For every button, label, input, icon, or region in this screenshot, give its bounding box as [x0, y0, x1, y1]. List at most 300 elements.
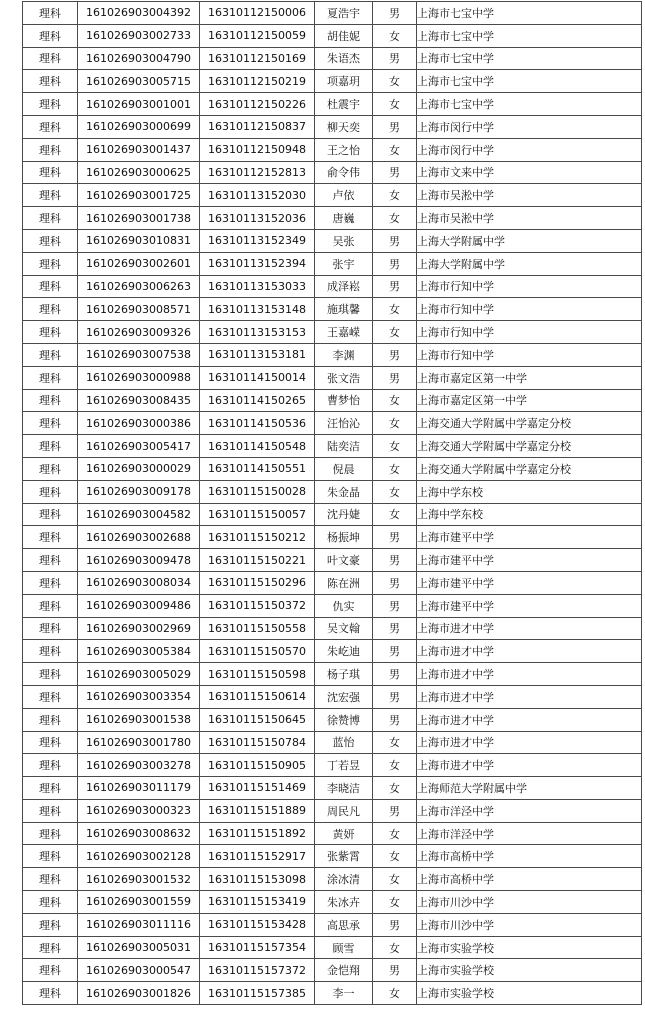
- track-cell: 理科: [23, 891, 78, 914]
- table-row: [23, 549, 642, 572]
- school-cell: 上海市高桥中学: [417, 845, 642, 868]
- school-cell: 上海交通大学附属中学嘉定分校: [417, 435, 642, 458]
- name-cell: 杜震宇: [315, 93, 373, 116]
- table-row: [23, 435, 642, 458]
- school-cell: 上海交通大学附属中学嘉定分校: [417, 412, 642, 435]
- school-cell: 上海市进才中学: [417, 731, 642, 754]
- exam-number-cell: 161026903001532: [78, 868, 200, 891]
- track-cell: 理科: [23, 207, 78, 230]
- exam-number-cell: 161026903006263: [78, 275, 200, 298]
- table-row: [23, 685, 642, 708]
- track-cell: 理科: [23, 184, 78, 207]
- gender-cell: 男: [373, 594, 417, 617]
- track-cell: 理科: [23, 457, 78, 480]
- name-cell: 张宇: [315, 252, 373, 275]
- student-id-cell: 16310115150558: [200, 617, 315, 640]
- school-cell: 上海中学东校: [417, 503, 642, 526]
- gender-cell: 女: [373, 93, 417, 116]
- school-cell: 上海市行知中学: [417, 298, 642, 321]
- school-cell: 上海市吴淞中学: [417, 207, 642, 230]
- name-cell: 朱屹迪: [315, 640, 373, 663]
- gender-cell: 男: [373, 640, 417, 663]
- track-cell: 理科: [23, 663, 78, 686]
- name-cell: 叶文豪: [315, 549, 373, 572]
- gender-cell: 女: [373, 982, 417, 1005]
- table-row: [23, 936, 642, 959]
- track-cell: 理科: [23, 138, 78, 161]
- school-cell: 上海市建平中学: [417, 571, 642, 594]
- track-cell: 理科: [23, 298, 78, 321]
- student-id-cell: 16310112150169: [200, 47, 315, 70]
- exam-number-cell: 161026903002601: [78, 252, 200, 275]
- exam-number-cell: 161026903004790: [78, 47, 200, 70]
- school-cell: 上海市进才中学: [417, 685, 642, 708]
- exam-number-cell: 161026903001001: [78, 93, 200, 116]
- table-row: [23, 526, 642, 549]
- table-row: [23, 731, 642, 754]
- table-row: [23, 412, 642, 435]
- exam-number-cell: 161026903000386: [78, 412, 200, 435]
- student-id-cell: 16310113153181: [200, 343, 315, 366]
- track-cell: 理科: [23, 617, 78, 640]
- gender-cell: 男: [373, 959, 417, 982]
- name-cell: 张紫霄: [315, 845, 373, 868]
- student-id-cell: 16310114150265: [200, 389, 315, 412]
- school-cell: 上海市七宝中学: [417, 93, 642, 116]
- gender-cell: 男: [373, 526, 417, 549]
- track-cell: 理科: [23, 47, 78, 70]
- track-cell: 理科: [23, 480, 78, 503]
- school-cell: 上海市实验学校: [417, 936, 642, 959]
- gender-cell: 女: [373, 412, 417, 435]
- name-cell: 仇实: [315, 594, 373, 617]
- student-id-cell: 16310115150614: [200, 685, 315, 708]
- name-cell: 汪怡沁: [315, 412, 373, 435]
- table-row: [23, 184, 642, 207]
- gender-cell: 女: [373, 822, 417, 845]
- table-row: [23, 845, 642, 868]
- gender-cell: 女: [373, 731, 417, 754]
- table-row: [23, 298, 642, 321]
- table-row: [23, 617, 642, 640]
- track-cell: 理科: [23, 252, 78, 275]
- exam-number-cell: 161026903001725: [78, 184, 200, 207]
- track-cell: 理科: [23, 343, 78, 366]
- student-id-cell: 16310115157385: [200, 982, 315, 1005]
- exam-number-cell: 161026903005384: [78, 640, 200, 663]
- school-cell: 上海市进才中学: [417, 617, 642, 640]
- school-cell: 上海市建平中学: [417, 594, 642, 617]
- exam-number-cell: 161026903008435: [78, 389, 200, 412]
- school-cell: 上海交通大学附属中学嘉定分校: [417, 457, 642, 480]
- name-cell: 高思承: [315, 913, 373, 936]
- gender-cell: 女: [373, 24, 417, 47]
- student-id-cell: 16310114150548: [200, 435, 315, 458]
- gender-cell: 女: [373, 891, 417, 914]
- track-cell: 理科: [23, 275, 78, 298]
- exam-number-cell: 161026903001738: [78, 207, 200, 230]
- table-row: [23, 777, 642, 800]
- track-cell: 理科: [23, 640, 78, 663]
- name-cell: 沈丹婕: [315, 503, 373, 526]
- student-id-cell: 16310115157354: [200, 936, 315, 959]
- track-cell: 理科: [23, 412, 78, 435]
- gender-cell: 女: [373, 138, 417, 161]
- name-cell: 王之怡: [315, 138, 373, 161]
- table-row: [23, 663, 642, 686]
- school-cell: 上海市嘉定区第一中学: [417, 366, 642, 389]
- track-cell: 理科: [23, 982, 78, 1005]
- school-cell: 上海市进才中学: [417, 663, 642, 686]
- name-cell: 黄妍: [315, 822, 373, 845]
- student-id-cell: 16310112150006: [200, 2, 315, 25]
- name-cell: 杨子琪: [315, 663, 373, 686]
- exam-number-cell: 161026903001538: [78, 708, 200, 731]
- gender-cell: 女: [373, 321, 417, 344]
- name-cell: 王嘉嵘: [315, 321, 373, 344]
- name-cell: 陆奕洁: [315, 435, 373, 458]
- name-cell: 项嘉玥: [315, 70, 373, 93]
- table-row: [23, 457, 642, 480]
- name-cell: 胡佳妮: [315, 24, 373, 47]
- table-row: [23, 115, 642, 138]
- table-row: [23, 959, 642, 982]
- exam-number-cell: 161026903000323: [78, 799, 200, 822]
- student-id-cell: 16310113152349: [200, 229, 315, 252]
- table-row: [23, 161, 642, 184]
- track-cell: 理科: [23, 321, 78, 344]
- student-id-cell: 16310115150784: [200, 731, 315, 754]
- gender-cell: 女: [373, 503, 417, 526]
- track-cell: 理科: [23, 868, 78, 891]
- school-cell: 上海市川沙中学: [417, 913, 642, 936]
- exam-number-cell: 161026903000029: [78, 457, 200, 480]
- track-cell: 理科: [23, 435, 78, 458]
- school-cell: 上海市七宝中学: [417, 47, 642, 70]
- track-cell: 理科: [23, 959, 78, 982]
- table-row: [23, 503, 642, 526]
- school-cell: 上海市行知中学: [417, 321, 642, 344]
- track-cell: 理科: [23, 24, 78, 47]
- track-cell: 理科: [23, 549, 78, 572]
- gender-cell: 女: [373, 457, 417, 480]
- school-cell: 上海大学附属中学: [417, 229, 642, 252]
- table-row: [23, 982, 642, 1005]
- exam-number-cell: 161026903005417: [78, 435, 200, 458]
- exam-number-cell: 161026903007538: [78, 343, 200, 366]
- student-id-cell: 16310114150014: [200, 366, 315, 389]
- school-cell: 上海市实验学校: [417, 982, 642, 1005]
- table-row: [23, 24, 642, 47]
- student-id-cell: 16310115153419: [200, 891, 315, 914]
- exam-number-cell: 161026903002128: [78, 845, 200, 868]
- exam-number-cell: 161026903005715: [78, 70, 200, 93]
- student-id-cell: 16310112150059: [200, 24, 315, 47]
- exam-number-cell: 161026903000699: [78, 115, 200, 138]
- gender-cell: 男: [373, 343, 417, 366]
- track-cell: 理科: [23, 366, 78, 389]
- exam-number-cell: 161026903001559: [78, 891, 200, 914]
- track-cell: 理科: [23, 571, 78, 594]
- exam-number-cell: 161026903011116: [78, 913, 200, 936]
- name-cell: 李一: [315, 982, 373, 1005]
- track-cell: 理科: [23, 229, 78, 252]
- school-cell: 上海市吴淞中学: [417, 184, 642, 207]
- school-cell: 上海市进才中学: [417, 708, 642, 731]
- table-row: [23, 594, 642, 617]
- exam-number-cell: 161026903003354: [78, 685, 200, 708]
- name-cell: 倪晨: [315, 457, 373, 480]
- gender-cell: 男: [373, 366, 417, 389]
- track-cell: 理科: [23, 845, 78, 868]
- table-row: [23, 70, 642, 93]
- name-cell: 金恺翔: [315, 959, 373, 982]
- student-id-cell: 16310114150536: [200, 412, 315, 435]
- table-row: [23, 321, 642, 344]
- track-cell: 理科: [23, 93, 78, 116]
- name-cell: 卢依: [315, 184, 373, 207]
- track-cell: 理科: [23, 754, 78, 777]
- table-row: [23, 93, 642, 116]
- gender-cell: 男: [373, 799, 417, 822]
- school-cell: 上海市建平中学: [417, 526, 642, 549]
- track-cell: 理科: [23, 936, 78, 959]
- gender-cell: 男: [373, 161, 417, 184]
- exam-number-cell: 161026903005029: [78, 663, 200, 686]
- gender-cell: 男: [373, 252, 417, 275]
- school-cell: 上海师范大学附属中学: [417, 777, 642, 800]
- table-row: [23, 2, 642, 25]
- name-cell: 徐赞博: [315, 708, 373, 731]
- gender-cell: 女: [373, 754, 417, 777]
- table-row: [23, 138, 642, 161]
- exam-number-cell: 161026903009326: [78, 321, 200, 344]
- table-row: [23, 47, 642, 70]
- gender-cell: 女: [373, 480, 417, 503]
- gender-cell: 女: [373, 207, 417, 230]
- student-id-cell: 16310113152036: [200, 207, 315, 230]
- name-cell: 沈宏强: [315, 685, 373, 708]
- student-id-cell: 16310115150570: [200, 640, 315, 663]
- track-cell: 理科: [23, 503, 78, 526]
- school-cell: 上海大学附属中学: [417, 252, 642, 275]
- student-id-cell: 16310115152917: [200, 845, 315, 868]
- student-id-cell: 16310115153428: [200, 913, 315, 936]
- gender-cell: 男: [373, 571, 417, 594]
- exam-number-cell: 161026903009478: [78, 549, 200, 572]
- school-cell: 上海市嘉定区第一中学: [417, 389, 642, 412]
- student-id-cell: 16310115150221: [200, 549, 315, 572]
- table-row: [23, 640, 642, 663]
- school-cell: 上海市闵行中学: [417, 115, 642, 138]
- gender-cell: 男: [373, 685, 417, 708]
- exam-number-cell: 161026903001826: [78, 982, 200, 1005]
- track-cell: 理科: [23, 161, 78, 184]
- exam-number-cell: 161026903008571: [78, 298, 200, 321]
- name-cell: 曹梦怡: [315, 389, 373, 412]
- school-cell: 上海市七宝中学: [417, 24, 642, 47]
- roster-body: [23, 2, 642, 1005]
- student-id-cell: 16310115153098: [200, 868, 315, 891]
- name-cell: 唐巍: [315, 207, 373, 230]
- name-cell: 吴张: [315, 229, 373, 252]
- gender-cell: 男: [373, 663, 417, 686]
- student-id-cell: 16310112152813: [200, 161, 315, 184]
- school-cell: 上海市进才中学: [417, 640, 642, 663]
- name-cell: 张文浩: [315, 366, 373, 389]
- student-id-cell: 16310112150837: [200, 115, 315, 138]
- gender-cell: 女: [373, 845, 417, 868]
- student-id-cell: 16310115150212: [200, 526, 315, 549]
- exam-number-cell: 161026903001780: [78, 731, 200, 754]
- exam-number-cell: 161026903010831: [78, 229, 200, 252]
- student-id-cell: 16310112150226: [200, 93, 315, 116]
- table-row: [23, 799, 642, 822]
- exam-number-cell: 161026903000625: [78, 161, 200, 184]
- exam-number-cell: 161026903002688: [78, 526, 200, 549]
- school-cell: 上海市高桥中学: [417, 868, 642, 891]
- table-row: [23, 389, 642, 412]
- name-cell: 杨振坤: [315, 526, 373, 549]
- gender-cell: 男: [373, 913, 417, 936]
- track-cell: 理科: [23, 389, 78, 412]
- exam-number-cell: 161026903011179: [78, 777, 200, 800]
- track-cell: 理科: [23, 777, 78, 800]
- school-cell: 上海市实验学校: [417, 959, 642, 982]
- gender-cell: 女: [373, 298, 417, 321]
- student-id-cell: 16310113153153: [200, 321, 315, 344]
- table-row: [23, 480, 642, 503]
- exam-number-cell: 161026903004392: [78, 2, 200, 25]
- exam-number-cell: 161026903002733: [78, 24, 200, 47]
- exam-number-cell: 161026903009486: [78, 594, 200, 617]
- name-cell: 李渊: [315, 343, 373, 366]
- school-cell: 上海市川沙中学: [417, 891, 642, 914]
- name-cell: 夏浩宇: [315, 2, 373, 25]
- name-cell: 涂冰清: [315, 868, 373, 891]
- student-id-cell: 16310115150598: [200, 663, 315, 686]
- exam-number-cell: 161026903000547: [78, 959, 200, 982]
- school-cell: 上海市进才中学: [417, 754, 642, 777]
- exam-number-cell: 161026903002969: [78, 617, 200, 640]
- name-cell: 蓝怡: [315, 731, 373, 754]
- name-cell: 成泽崧: [315, 275, 373, 298]
- gender-cell: 男: [373, 47, 417, 70]
- track-cell: 理科: [23, 594, 78, 617]
- track-cell: 理科: [23, 526, 78, 549]
- table-row: [23, 868, 642, 891]
- table-row: [23, 229, 642, 252]
- gender-cell: 男: [373, 549, 417, 572]
- gender-cell: 男: [373, 275, 417, 298]
- school-cell: 上海市文来中学: [417, 161, 642, 184]
- name-cell: 柳天奕: [315, 115, 373, 138]
- student-id-cell: 16310115150905: [200, 754, 315, 777]
- table-row: [23, 366, 642, 389]
- gender-cell: 女: [373, 184, 417, 207]
- student-id-cell: 16310113153148: [200, 298, 315, 321]
- student-id-cell: 16310115151469: [200, 777, 315, 800]
- track-cell: 理科: [23, 799, 78, 822]
- exam-number-cell: 161026903003278: [78, 754, 200, 777]
- track-cell: 理科: [23, 70, 78, 93]
- school-cell: 上海市建平中学: [417, 549, 642, 572]
- table-row: [23, 207, 642, 230]
- name-cell: 李晓洁: [315, 777, 373, 800]
- name-cell: 陈在洲: [315, 571, 373, 594]
- student-id-cell: 16310113152394: [200, 252, 315, 275]
- student-id-cell: 16310113152030: [200, 184, 315, 207]
- gender-cell: 男: [373, 2, 417, 25]
- exam-number-cell: 161026903005031: [78, 936, 200, 959]
- gender-cell: 女: [373, 435, 417, 458]
- school-cell: 上海市七宝中学: [417, 70, 642, 93]
- school-cell: 上海市闵行中学: [417, 138, 642, 161]
- student-id-cell: 16310112150219: [200, 70, 315, 93]
- track-cell: 理科: [23, 115, 78, 138]
- exam-number-cell: 161026903000988: [78, 366, 200, 389]
- gender-cell: 女: [373, 70, 417, 93]
- name-cell: 丁若昱: [315, 754, 373, 777]
- track-cell: 理科: [23, 731, 78, 754]
- table-row: [23, 822, 642, 845]
- gender-cell: 男: [373, 229, 417, 252]
- school-cell: 上海市行知中学: [417, 343, 642, 366]
- name-cell: 俞令伟: [315, 161, 373, 184]
- name-cell: 朱语杰: [315, 47, 373, 70]
- gender-cell: 男: [373, 115, 417, 138]
- track-cell: 理科: [23, 822, 78, 845]
- school-cell: 上海市洋泾中学: [417, 822, 642, 845]
- exam-number-cell: 161026903008632: [78, 822, 200, 845]
- student-id-cell: 16310115150057: [200, 503, 315, 526]
- student-id-cell: 16310115150028: [200, 480, 315, 503]
- gender-cell: 男: [373, 708, 417, 731]
- exam-number-cell: 161026903001437: [78, 138, 200, 161]
- gender-cell: 女: [373, 868, 417, 891]
- table-row: [23, 252, 642, 275]
- student-id-cell: 16310115151892: [200, 822, 315, 845]
- gender-cell: 女: [373, 777, 417, 800]
- name-cell: 周民凡: [315, 799, 373, 822]
- student-id-cell: 16310115151889: [200, 799, 315, 822]
- student-id-cell: 16310115150296: [200, 571, 315, 594]
- name-cell: 朱金晶: [315, 480, 373, 503]
- student-id-cell: 16310115150645: [200, 708, 315, 731]
- student-roster-table: [22, 1, 642, 1005]
- track-cell: 理科: [23, 913, 78, 936]
- gender-cell: 男: [373, 617, 417, 640]
- track-cell: 理科: [23, 708, 78, 731]
- table-row: [23, 708, 642, 731]
- name-cell: 施琪馨: [315, 298, 373, 321]
- student-id-cell: 16310115157372: [200, 959, 315, 982]
- exam-number-cell: 161026903009178: [78, 480, 200, 503]
- name-cell: 朱冰卉: [315, 891, 373, 914]
- name-cell: 顾雪: [315, 936, 373, 959]
- table-row: [23, 343, 642, 366]
- school-cell: 上海市七宝中学: [417, 2, 642, 25]
- exam-number-cell: 161026903004582: [78, 503, 200, 526]
- table-row: [23, 754, 642, 777]
- table-row: [23, 275, 642, 298]
- student-id-cell: 16310114150551: [200, 457, 315, 480]
- exam-number-cell: 161026903008034: [78, 571, 200, 594]
- student-id-cell: 16310112150948: [200, 138, 315, 161]
- school-cell: 上海市行知中学: [417, 275, 642, 298]
- student-id-cell: 16310115150372: [200, 594, 315, 617]
- school-cell: 上海市洋泾中学: [417, 799, 642, 822]
